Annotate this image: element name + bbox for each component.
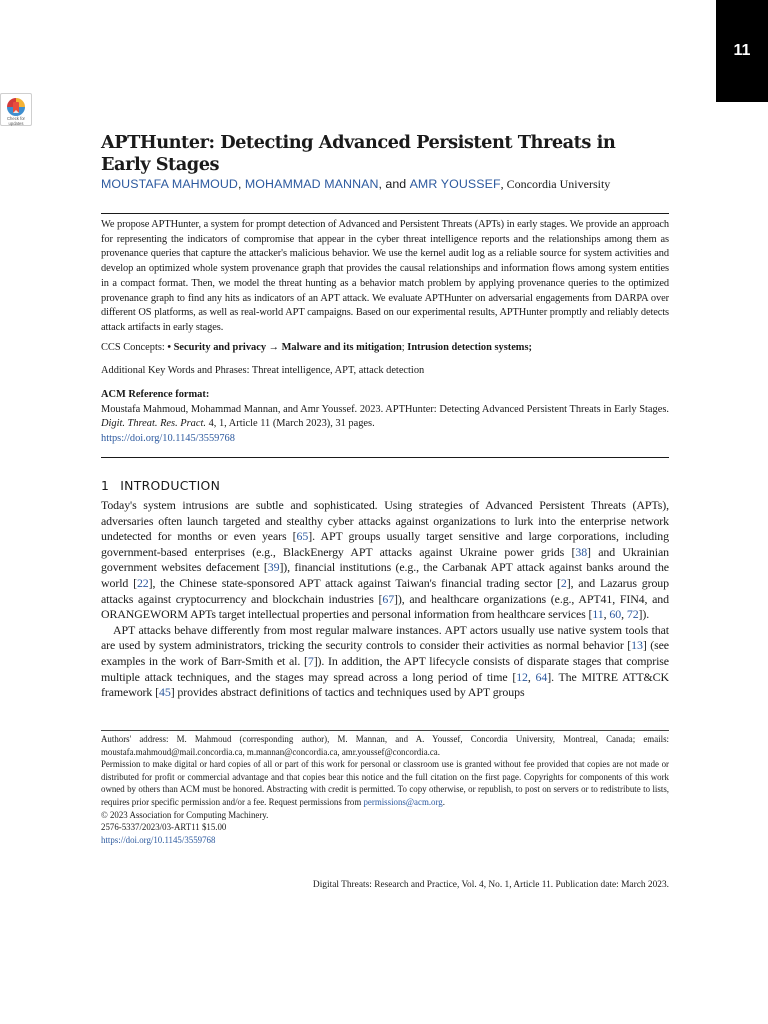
citation-link[interactable]: 2 bbox=[560, 575, 567, 590]
crossmark-icon bbox=[6, 97, 26, 117]
paragraph-text: Today's system intrusions are subtle and sophisticated. Using strategies of Advanced Persistent Threats (APTs), adversaries often launch targeted and stealthy cyber attacks against organizations to lurk into the enterprise network undetected for months or even years [ bbox=[101, 498, 669, 544]
paragraph-text: ]), financial institutions (e.g., the Carbanak APT attack against banks around the world [ bbox=[101, 560, 669, 590]
paragraph-text: ] and Ukrainian government websites defacement [ bbox=[101, 544, 670, 575]
paragraph-text: ] (see examples in the work of Barr-Smith et al. [ bbox=[101, 638, 669, 668]
paragraph-text: ]). In addition, the APT lifecycle consists of disparate stages that comprise multiple attack techniques, and the stages may spread across a long period of time [ bbox=[101, 653, 669, 684]
citation-link[interactable]: 39 bbox=[267, 560, 280, 575]
abstract-top-rule bbox=[101, 213, 669, 214]
paragraph-text: ]). bbox=[638, 607, 650, 622]
author-line: MOUSTAFA MAHMOUD, MOHAMMAD MANNAN, and AMR YOUSSEF, Concordia University bbox=[101, 177, 611, 191]
citation-link[interactable]: 60 bbox=[609, 607, 622, 622]
introduction-body bbox=[101, 498, 669, 701]
abstract-bottom-rule bbox=[101, 457, 669, 458]
paper-title: APTHunter: Detecting Advanced Persistent Threats in Early Stages bbox=[101, 132, 616, 175]
paragraph-text: , bbox=[603, 607, 610, 622]
paragraph-text: , bbox=[621, 607, 627, 622]
abstract: We propose APTHunter, a system for prompt detection of Advanced and Persistent Threats (APTs) in early stages. We provide an approach for representing the indicators of compromise that appear in the cyber threat intelligence reports and the relationships among them as provenance queries that capture the attacker's malicious behavior. We use the kernel audit log as a reliable source for system activities and develop an optimized whole system provenance graph that provides the causal relationships and information flows among system entities in a compact format. Then, we model the threat hunting as a behavior match problem by applying provenance queries to the optimized provenance graph to find any hits as indicators of an APT attack. We evaluate APTHunter on adversarial engagements from DARPA over different OS platforms, as well as real-world APT campaigns. Based on our experimental results, APTHunter promptly and reliably detects attack artifacts in early stages. bbox=[101, 219, 669, 333]
paragraph-1 bbox=[101, 498, 669, 623]
section-number: 1 bbox=[101, 478, 110, 493]
author-name[interactable]: MOHAMMAD MANNAN bbox=[244, 177, 379, 191]
paragraph-text: ]. The MITRE ATT&CK framework [ bbox=[101, 669, 669, 700]
page-number: 11 bbox=[733, 42, 751, 59]
citation-link[interactable]: 22 bbox=[136, 575, 149, 590]
ccs-concepts: CCS Concepts: • Security and privacy → Malware and its mitigation; Intrusion detection systems; bbox=[101, 342, 532, 353]
citation-link[interactable]: 13 bbox=[631, 638, 643, 653]
citation-link[interactable]: 11 bbox=[592, 607, 604, 622]
citation-link[interactable]: 7 bbox=[307, 653, 314, 668]
paragraph-text: APT attacks behave differently from most regular malware instances. APT actors usually use native system tools that are used by system administrators, tricking the security controls to consider their activities as normal behavior [ bbox=[101, 622, 669, 653]
author-name[interactable]: MOUSTAFA MAHMOUD bbox=[101, 177, 238, 191]
citation-link[interactable]: 38 bbox=[575, 544, 588, 559]
keywords: Additional Key Words and Phrases: Threat intelligence, APT, attack detection bbox=[101, 365, 425, 376]
affiliation: , Concordia University bbox=[500, 177, 611, 191]
citation-link[interactable]: 12 bbox=[516, 669, 528, 684]
section-title: INTRODUCTION bbox=[120, 478, 221, 493]
copyright-notice: © 2023 Association for Computing Machinery. bbox=[101, 809, 269, 820]
acm-reference-heading: ACM Reference format: bbox=[101, 389, 210, 400]
page-number-tab bbox=[716, 0, 768, 102]
journal-name: Digit. Threat. Res. Pract. bbox=[101, 418, 206, 429]
check-for-updates-label: Check for updates bbox=[7, 116, 25, 126]
check-for-updates-badge[interactable] bbox=[0, 93, 32, 126]
paragraph-text: , bbox=[527, 669, 536, 684]
paragraph-text: ]), and healthcare organizations (e.g., APT41, FIN4, and ORANGEWORM APTs target intellectual properties and personal information from healthcare services [ bbox=[101, 591, 669, 622]
footnote-rule bbox=[101, 730, 669, 731]
paragraph-text: ], the Chinese state-sponsored APT attack against Taiwan's financial trading sector [ bbox=[148, 575, 561, 590]
paragraph-text: ], and Lazarus group attacks against cryptocurrency and blockchain industries [ bbox=[101, 575, 669, 606]
paragraph-2 bbox=[101, 623, 669, 701]
permissions-email-link[interactable]: permissions@acm.org bbox=[363, 796, 443, 807]
citation-link[interactable]: 65 bbox=[296, 529, 309, 544]
authors-address: Authors' address: M. Mahmoud (corresponding author), M. Mannan, and A. Youssef, Concordia University, Montreal, Canada; emails: moustafa.mahmoud@mail.concordia.ca, m.mannan@concordia.ca, amr.youssef@concordia.ca. bbox=[101, 734, 669, 757]
footnotes bbox=[101, 733, 669, 846]
permission-notice: Permission to make digital or hard copies of all or part of this work for personal or classroom use is granted without fee provided that copies are not made or distributed for profit or commercial advantage and that copies bear this notice and the full citation on the first page. Copyrights for components of this work owned by others than ACM must be honored. Abstracting with credit is permitted. To copy otherwise, or republish, to post on servers or to redistribute to lists, requires prior specific permission and/or a fee. Request permissions from permissions@acm.org. bbox=[101, 759, 669, 807]
author-name[interactable]: AMR YOUSSEF bbox=[409, 177, 501, 191]
citation-link[interactable]: 72 bbox=[626, 607, 639, 622]
citation-link[interactable]: 45 bbox=[159, 685, 171, 700]
running-footer: Digital Threats: Research and Practice, Vol. 4, No. 1, Article 11. Publication date: March 2023. bbox=[312, 880, 669, 890]
paragraph-text: ] provides abstract definitions of tactics and techniques used by APT groups bbox=[170, 685, 525, 700]
section-heading bbox=[101, 478, 669, 493]
paragraph-text: ]. APT groups usually target sensitive and large corporations, including government-based enterprises (e.g., BlackEnergy APT attacks against Ukraine power grids [ bbox=[101, 529, 669, 559]
citation-link[interactable]: 67 bbox=[382, 591, 395, 606]
acm-reference-format: ACM Reference format: Moustafa Mahmoud, Mohammad Mannan, and Amr Youssef. 2023. APTHunter: Detecting Advanced Persistent Threats in Early Stages. Digit. Threat. Res. Pract. 4, 1, Article 11 (March 2023), 31 pages. https://doi.org/10.1145/3559768 bbox=[101, 389, 669, 444]
issn-line: 2576-5337/2023/03-ART11 $15.00 bbox=[101, 822, 227, 833]
citation-link[interactable]: 64 bbox=[535, 669, 548, 684]
doi-link[interactable]: https://doi.org/10.1145/3559768 bbox=[101, 432, 235, 444]
footnote-doi-link[interactable]: https://doi.org/10.1145/3559768 bbox=[101, 834, 216, 845]
